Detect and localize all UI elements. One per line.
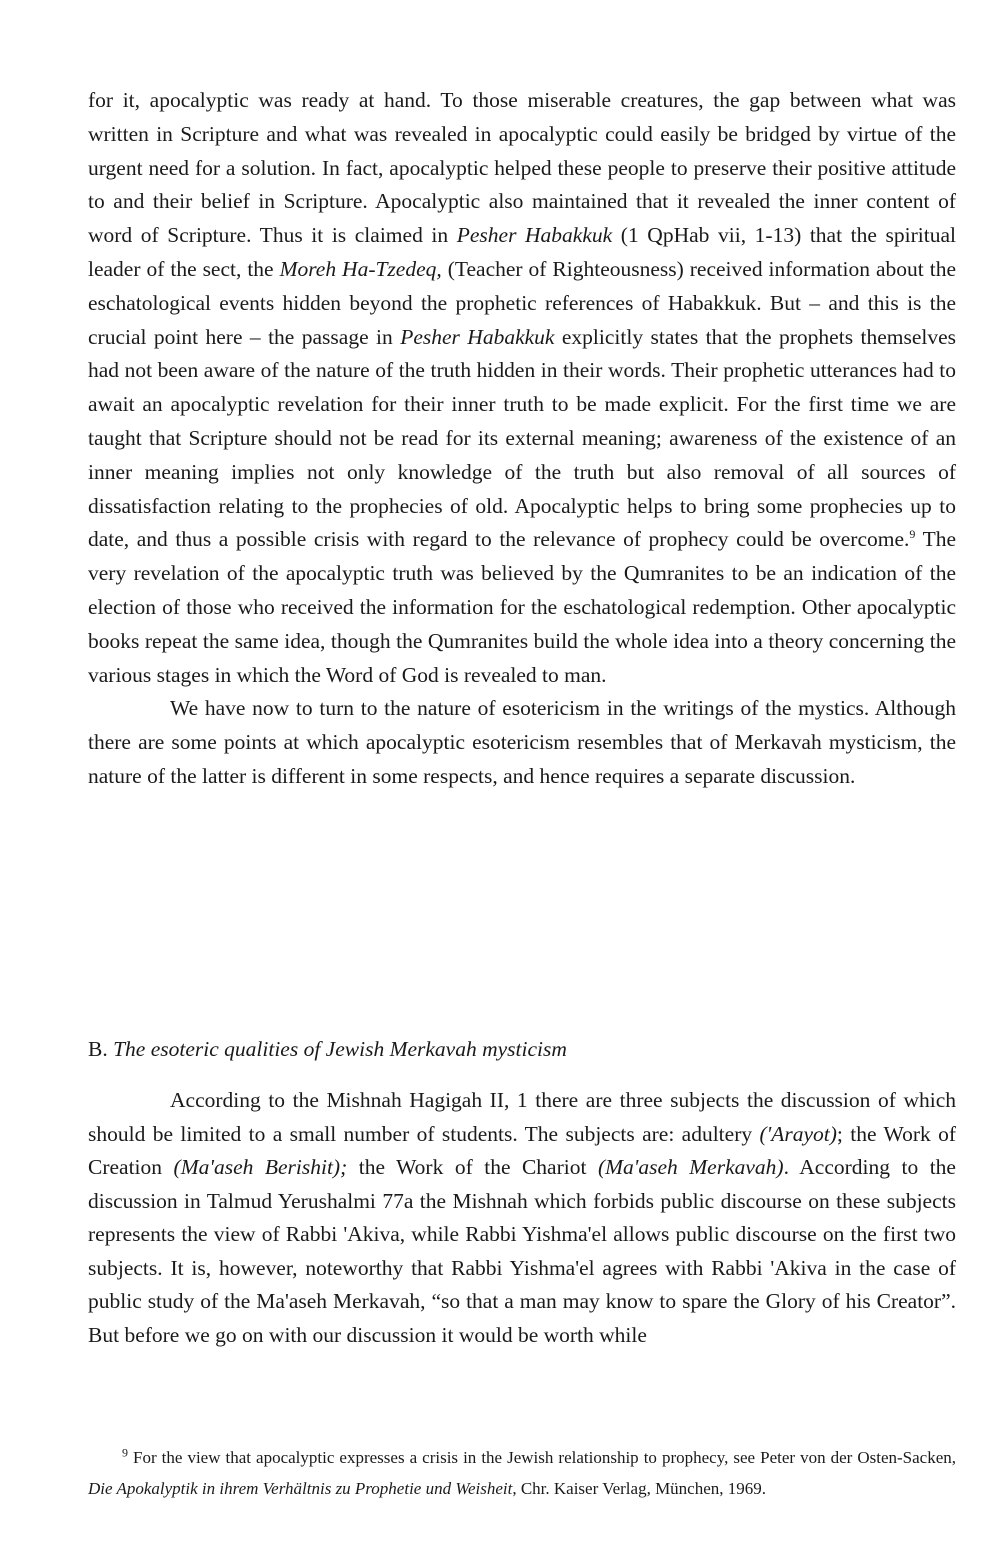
main-text	[88, 84, 956, 794]
text-run: . According to the discussion in Talmud Yerushalmi 77a the Mishnah which forbids public discourse on these subjects represents the view of Rabbi 'Akiva, while Rabbi Yishma'el allows public discourse on the first two subjects. It is, however, noteworthy that Rabbi Yishma'el agrees with Rabbi 'Akiva in the case of public study of the Ma'aseh Merkavah, “so that a man may know to spare the Glory of his Creator”. But before we go on with our discussion it would be worth while	[88, 1155, 956, 1347]
footnote-marker: 9	[122, 1445, 128, 1460]
paragraph-3	[88, 1084, 956, 1352]
text-run: the Work of the Chariot	[347, 1155, 598, 1179]
text-run: explicitly states that the prophets themselves had not been aware of the nature of the truth hidden in their words. Their prophetic utterances had to await an apocalyptic revelation for their inner truth to be made explicit. For the first time we are taught that Scripture should not be read for its external meaning; awareness of the existence of an inner meaning implies not only knowledge of the truth but also removal of all sources of dissatisfaction relating to the prophecies of old. Apocalyptic helps to bring some prophecies up to date, and thus a possible crisis with regard to the relevance of prophecy could be overcome.	[88, 324, 957, 552]
italic-term: (Ma'aseh Berishit);	[173, 1155, 348, 1179]
section-b-text	[88, 1084, 956, 1352]
text-run: , Chr. Kaiser Verlag, München, 1969.	[512, 1479, 767, 1498]
section-letter: B.	[88, 1037, 108, 1061]
paragraph-1	[88, 84, 956, 692]
section-title: The esoteric qualities of Jewish Merkavah mysticism	[113, 1037, 567, 1061]
text-run: (1 QpHab vii, 1-13) that the spiritual leader of the sect, the	[88, 223, 957, 281]
text-run: for it, apocalyptic was ready at hand. To those miserable creatures, the gap between what was written in Scripture and what was revealed in apocalyptic could easily be bridged by virtue of the urgent need for a solution. In fact, apocalyptic helped these people to preserve their positive attitude to and their belief in Scripture. Apocalyptic also maintained that it revealed the inner content of word of Scripture. Thus it is claimed in	[88, 88, 956, 248]
section-heading	[88, 1033, 956, 1067]
text-run: For the view that apocalyptic expresses a crisis in the Jewish relationship to prophecy, see Peter von der Osten-Sacken,	[128, 1448, 956, 1467]
italic-title: Pesher Habakkuk	[400, 324, 555, 349]
text-run: The very revelation of the apocalyptic truth was believed by the Qumranites to be an indication of the election of those who received the information for the eschatological redemption. Other apocalyptic books repeat the same idea, though the Qumranites build the whole idea into a theory concerning the various stages in which the Word of God is revealed to man.	[88, 527, 957, 687]
italic-title: Pesher Habakkuk	[456, 223, 613, 248]
text-run: (Teacher of Righteousness) received information about the eschatological events hidden beyond the prophetic references of Habakkuk. But – and this is the crucial point here – the passage in	[88, 256, 956, 349]
italic-term: ('Arayot)	[759, 1121, 837, 1146]
italic-title: Moreh Ha-Tzedeq,	[279, 256, 442, 281]
text-run: ; the Work of Creation	[88, 1121, 956, 1179]
italic-term: (Ma'aseh Merkavah)	[597, 1155, 784, 1179]
italic-book-title: Die Apokalyptik in ihrem Verhältnis zu Prophetie und Weisheit	[88, 1479, 513, 1498]
footnote-reference: 9	[909, 527, 916, 542]
footnote-9	[88, 1442, 956, 1504]
text-run: According to the Mishnah Hagigah II, 1 there are three subjects the discussion of which should be limited to a small number of students. The subjects are: adultery	[88, 1088, 956, 1146]
paragraph-2: We have now to turn to the nature of esotericism in the writings of the mystics. Although there are some points at which apocalyptic esotericism resembles that of Merkavah mysticism, the nature of the latter is different in some respects, and hence requires a separate discussion.	[88, 696, 956, 788]
footnote	[88, 1442, 956, 1504]
